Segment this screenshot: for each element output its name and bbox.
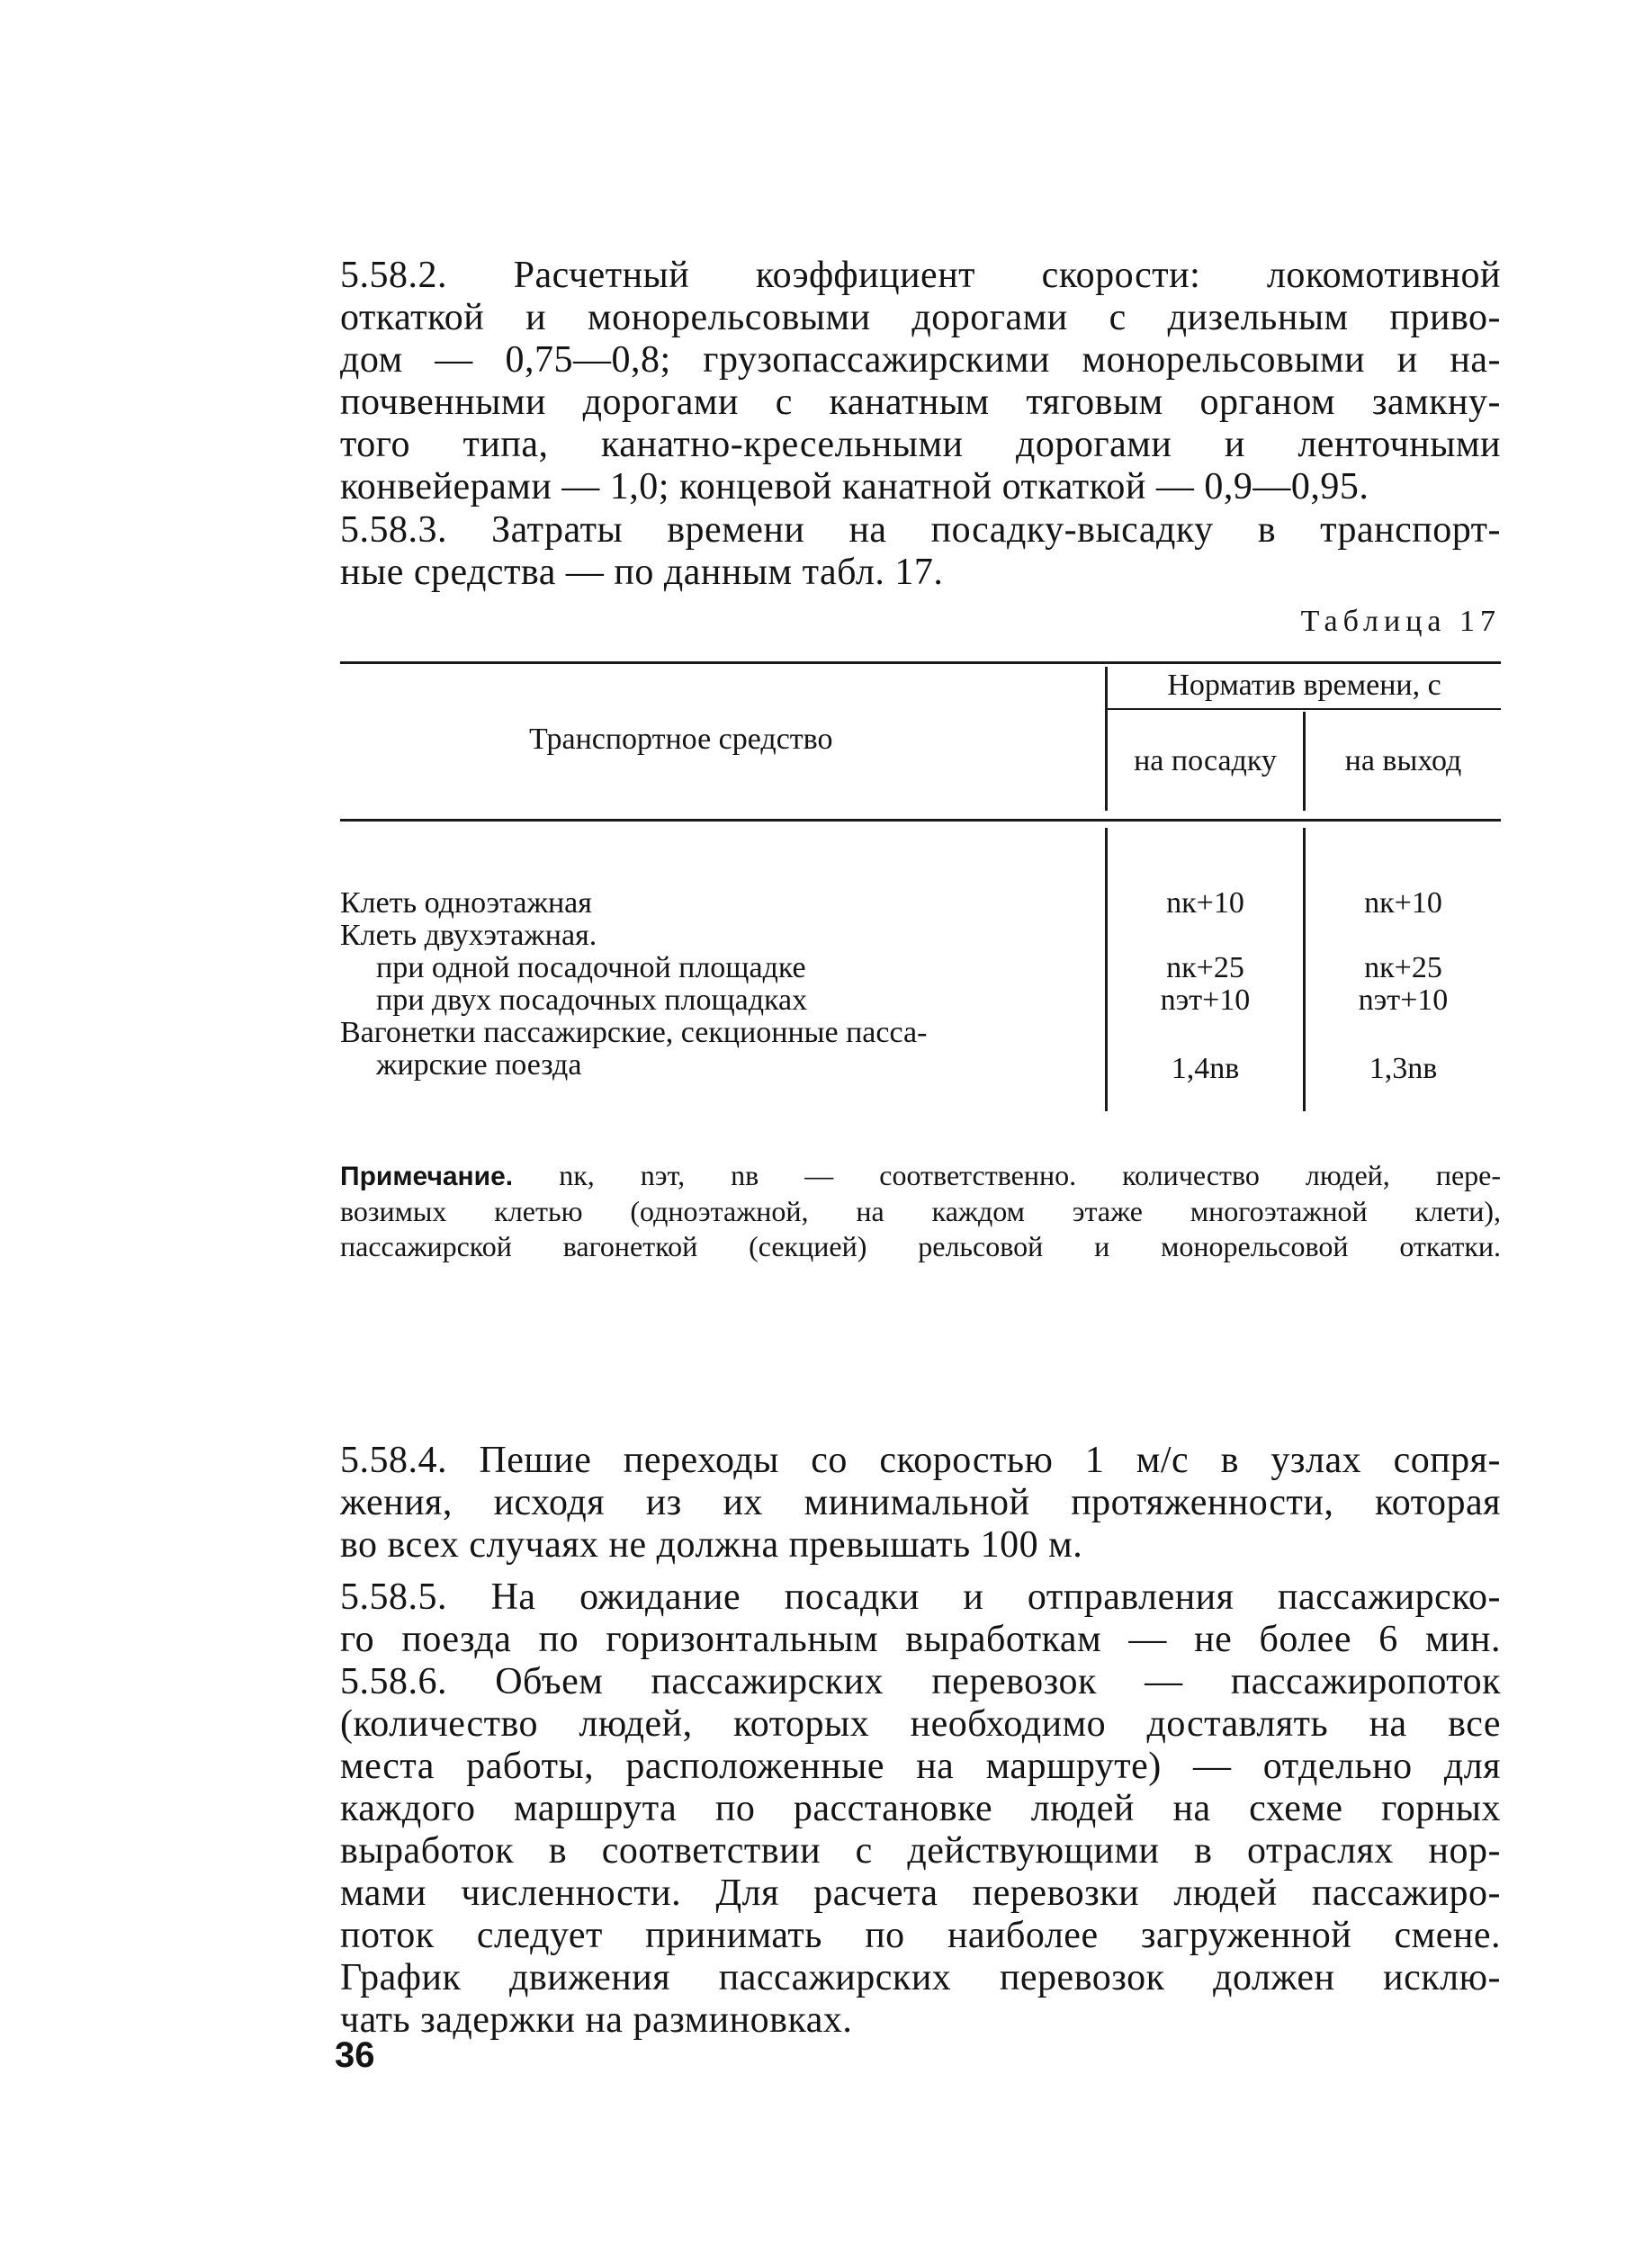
note-line: пассажирской вагонеткой (секцией) рельсовой и монорельсовой откатки. (340, 1230, 1501, 1262)
row-exit: nэт+10 (1358, 983, 1449, 1017)
text-line: 5.58.2. Расчетный коэффициент скорости: локомотивной (340, 255, 1501, 296)
text-line: мами численности. Для расчета перевозки людей пассажиро- (340, 1872, 1501, 1914)
text-line: го поезда по горизонтальным выработкам — не более 6 мин. (340, 1619, 1501, 1660)
header-exit: на выход (1344, 744, 1462, 777)
note-line: возимых клетью (одноэтажной, на каждом этаже многоэтажной клети), (340, 1195, 1501, 1227)
row-name: жирские поезда (376, 1048, 582, 1082)
text-line: во всех случаях не должна превышать 100 м. (340, 1524, 1083, 1566)
row-exit: nк+10 (1364, 886, 1442, 920)
note-text: nк, nэт, nв — соответственно. количество людей, пере- (559, 1159, 1502, 1191)
text-line: дом — 0,75—0,8; грузопассажирскими монорельсовыми и на- (340, 339, 1501, 381)
header-boarding: на посадку (1134, 744, 1277, 777)
row-name: при двух посадочных площадках (376, 983, 808, 1017)
text-line: График движения пассажирских перевозок должен исклю- (340, 1957, 1501, 1998)
row-exit: 1,3nв (1369, 1052, 1438, 1085)
text-line: жения, исходя из их минимальной протяженности, которая (340, 1482, 1501, 1523)
text-line: почвенными дорогами с канатным тяговым органом замкну- (340, 382, 1501, 423)
text-line: 5.58.6. Объем пассажирских перевозок — пассажиропоток (340, 1661, 1501, 1702)
text-line: места работы, расположенные на маршруте) — отдельно для (340, 1746, 1501, 1787)
header-time-norm: Норматив времени, с (1167, 669, 1441, 702)
text-line: каждого маршрута по расстановке людей на схеме горных (340, 1788, 1501, 1829)
text-line: того типа, канатно-кресельными дорогами и ленточными (340, 424, 1501, 465)
row-boarding: 1,4nв (1171, 1052, 1240, 1085)
text-line: чать задержки на разминовках. (340, 1999, 853, 2041)
table-note (340, 1158, 1501, 1264)
note-line (340, 1158, 1501, 1194)
text-line: поток следует принимать по наиболее загруженной смене. (340, 1915, 1501, 1956)
row-exit: nк+25 (1364, 951, 1442, 984)
text-line: откаткой и монорельсовыми дорогами с дизельным приво- (340, 297, 1501, 338)
text-line: выработок в соответствии с действующими в отраслях нор- (340, 1830, 1501, 1872)
row-name: Вагонетки пассажирские, секционные пасса- (340, 1016, 928, 1049)
header-bottom-rule (340, 819, 1501, 822)
row-name: Клеть одноэтажная (340, 886, 592, 920)
row-name: Клеть двухэтажная. (340, 919, 597, 952)
text-line: ные средства — по данным табл. 17. (340, 552, 944, 593)
table-caption: Таблица 17 (1300, 605, 1501, 638)
text-line: (количество людей, которых необходимо доставлять на все (340, 1703, 1501, 1745)
row-boarding: nэт+10 (1160, 983, 1251, 1017)
table-top-rule (340, 661, 1501, 664)
page-number: 36 (335, 2035, 375, 2075)
note-label: Примечание. (340, 1162, 514, 1191)
row-boarding: nк+10 (1166, 886, 1244, 920)
row-name: при одной посадочной площадке (376, 951, 806, 984)
text-line: конвейерами — 1,0; концевой канатной откаткой — 0,9—0,95. (340, 466, 1369, 507)
group-underline (1108, 708, 1501, 710)
text-line: 5.58.4. Пешие переходы со скоростью 1 м/с в узлах сопря- (340, 1440, 1501, 1481)
text-line: 5.58.5. На ожидание посадки и отправления пассажирско- (340, 1576, 1501, 1618)
text-line: 5.58.3. Затраты времени на посадку-высадку в транспорт- (340, 509, 1501, 551)
table-17 (340, 661, 1501, 1201)
row-boarding: nк+25 (1166, 951, 1244, 984)
header-transport: Транспортное средство (529, 723, 833, 756)
